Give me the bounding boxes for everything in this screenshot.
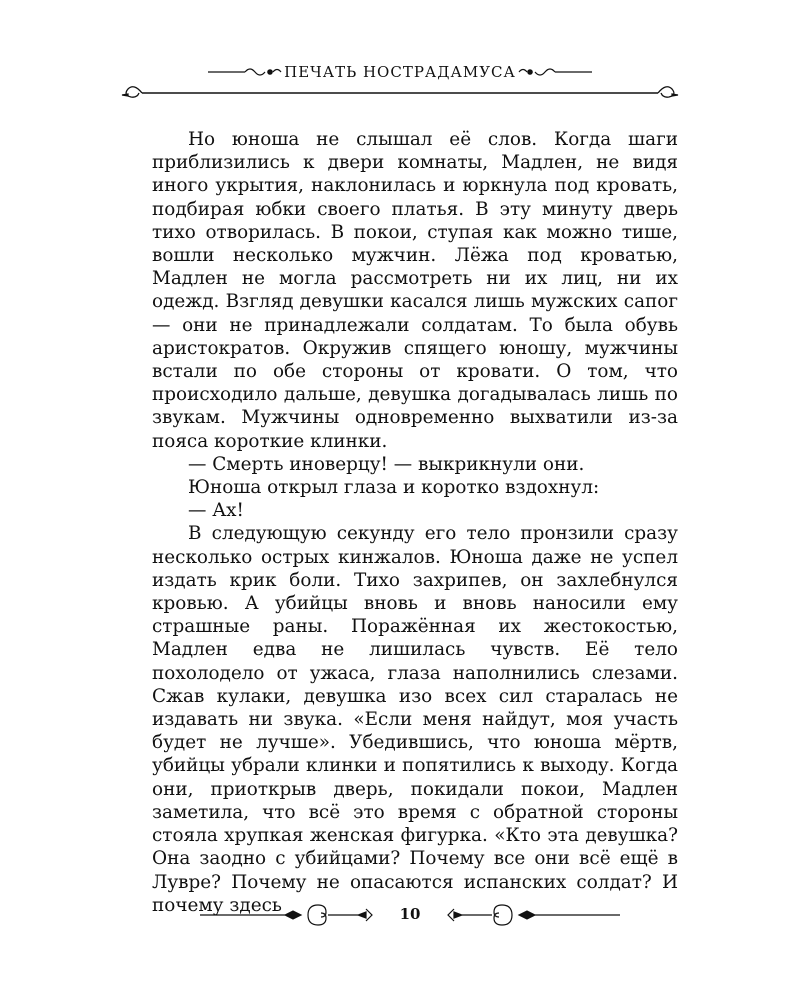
paragraph: — Смерть иноверцу! — выкрикнули они. xyxy=(188,453,585,475)
page-footer xyxy=(190,895,630,935)
running-header xyxy=(120,50,680,110)
paragraph: Но юноша не слышал её слов. Когда шаги приблизились к двери комнаты, Мадлен, не видя иного укрытия, наклонилась и юркнула под кровать, подбирая юбки своего платья. В эту минуту дверь тихо отворилась. В покои, ступая как можно тише, вошли несколько мужчин. Лёжа под кроватью, Мадлен не могла рассмотреть ни их лиц, ни их одежд. Взгляд девушки касался лишь мужских сапог — они не принадлежали солдатам. То была обувь аристократов. Окружив спящего юношу, мужчины встали по обе стороны от кровати. О том, что происходило дальше, девушка догадывалась лишь по звукам. Мужчины одновременно выхватили из-за пояса короткие клинки. xyxy=(152,129,678,452)
paragraph: В следующую секунду его тело пронзили сразу несколько острых кинжалов. Юноша даже не успел издать крик боли. Тихо захрипев, он захлебнулся кровью. А убийцы вновь и вновь наносили ему страшные раны. Поражённая их жестокостью, Мадлен едва не лишилась чувств. Её тело похолодело от ужаса, глаза наполнились слезами. Сжав кулаки, девушка изо всех сил старалась не издавать ни звука. «Если меня найдут, моя участь будет не лучше». Убедившись, что юноша мёртв, убийцы убрали клинки и попятились к выходу. Когда они, приоткрыв дверь, покидали покои, Мадлен заметила, что всё это время с обратной стороны стояла хрупкая женская фигурка. «Кто эта девушка? Она заодно с убийцами? Почему все они всё ещё в Лувре? Почему не опасаются испанских солдат? И почему здесь xyxy=(152,523,678,916)
running-title: ПЕЧАТЬ НОСТРАДАМУСА xyxy=(284,63,516,81)
paragraph: — Ах! xyxy=(188,500,244,522)
page-body xyxy=(152,128,678,917)
page-number: 10 xyxy=(399,905,421,923)
paragraph: Юноша открыл глаза и коротко вздохнул: xyxy=(188,477,600,499)
